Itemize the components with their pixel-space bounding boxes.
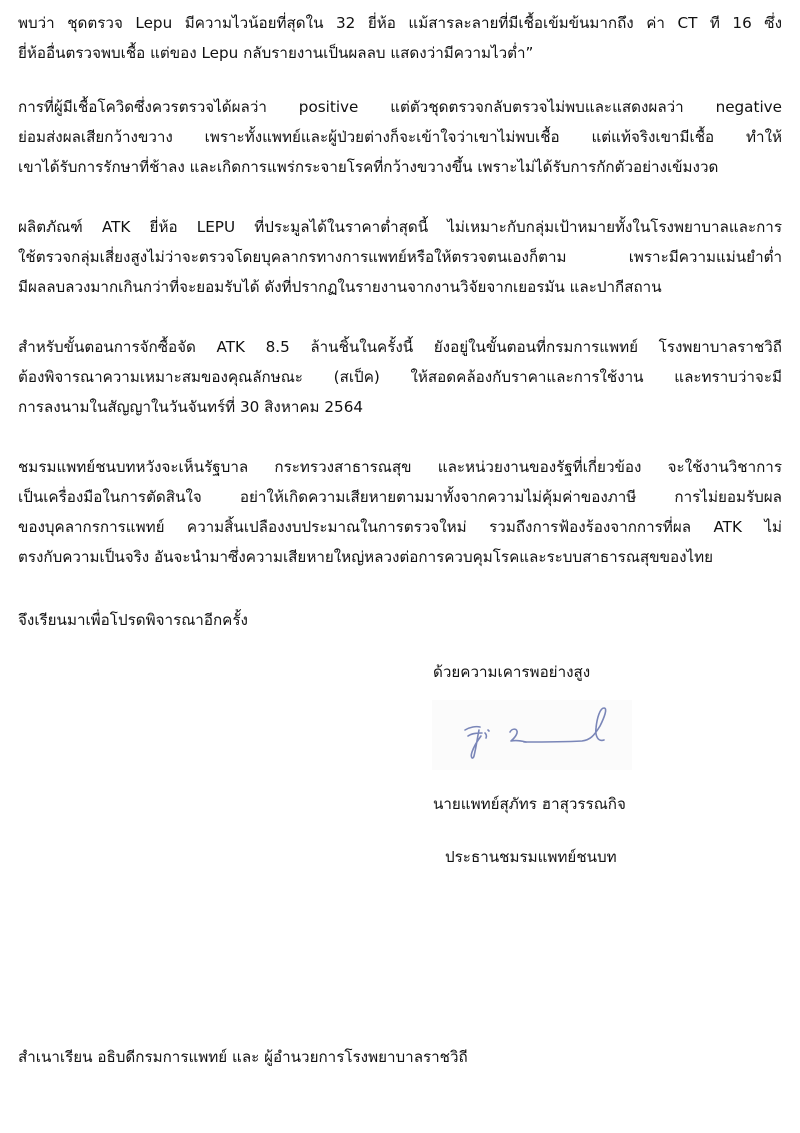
text-line: การลงนามในสัญญาในวันจันทร์ที่ 30 สิงหาคม 2564: [18, 398, 364, 416]
signer-name: นายแพทย์สุภัทร ฮาสุวรรณกิจ: [433, 795, 626, 813]
text-line: เขาได้รับการรักษาที่ช้าลง และเกิดการแพร่กระจายโรคที่กว้างขวางขึ้น เพราะไม่ได้รับการกักตัวอย่างเข้มงวด: [18, 158, 719, 176]
text-line: จึงเรียนมาเพื่อโปรดพิจารณาอีกครั้ง: [18, 611, 248, 629]
text-line: ยี่ห้ออื่นตรวจพบเชื้อ แต่ของ Lepu กลับรายงานเป็นผลลบ แสดงว่ามีความไวต่ำ”: [18, 44, 534, 62]
text-line: ของบุคลากรการแพทย์ ความสิ้นเปลืองงบประมาณในการตรวจใหม่ รวมถึงการฟ้องร้องจากการที่ผล ATK ไม่: [18, 518, 782, 536]
text-line: มีผลลบลวงมากเกินกว่าที่จะยอมรับได้ ดังที่ปรากฏในรายงานจากงานวิจัยจากเยอรมัน และปากีสถาน: [18, 278, 662, 296]
signature-icon: [432, 700, 632, 770]
paragraph-request-to-government: [18, 452, 782, 572]
text-line: ใช้ตรวจกลุ่มเสี่ยงสูงไม่ว่าจะตรวจโดยบุคลากรทางการแพทย์หรือให้ตรวจตนเองก็ตาม เพราะมีความแม่นยำต่ำ: [18, 248, 782, 266]
text-line: ย่อมส่งผลเสียกว้างขวาง เพราะทั้งแพทย์และผู้ป่วยต่างก็จะเข้าใจว่าเขาไม่พบเชื้อ แต่แท้จริงเขามีเชื้อ ทำให้: [18, 128, 782, 146]
text-line: พบว่า ชุดตรวจ Lepu มีความไวน้อยที่สุดใน 32 ยี่ห้อ แม้สารละลายที่มีเชื้อเข้มข้นมากถึง ค่า CT ที 16 ซึ่ง: [18, 14, 782, 32]
text-line: การที่ผู้มีเชื้อโควิดซึ่งควรตรวจได้ผลว่า positive แต่ตัวชุดตรวจกลับตรวจไม่พบและแสดงผลว่า negative: [18, 98, 782, 116]
closing-salutation: ด้วยความเคารพอย่างสูง: [433, 663, 591, 681]
paragraph-false-negative-impact: [18, 92, 782, 182]
paragraph-closing-request: [18, 605, 782, 635]
text-line: เป็นเครื่องมือในการตัดสินใจ อย่าให้เกิดความเสียหายตามมาทั้งจากความไม่คุ้มค่าของภาษี การไม่ยอมรับผล: [18, 488, 782, 506]
cc-line: สำเนาเรียน อธิบดีกรมการแพทย์ และ ผู้อำนวยการโรงพยาบาลราชวิถี: [18, 1048, 468, 1066]
text-line: ชมรมแพทย์ชนบทหวังจะเห็นรัฐบาล กระทรวงสาธารณสุข และหน่วยงานของรัฐที่เกี่ยวข้อง จะใช้งานวิชาการ: [18, 458, 782, 476]
signature-image: [432, 700, 632, 770]
signer-title: ประธานชมรมแพทย์ชนบท: [445, 848, 617, 866]
text-line: ผลิตภัณฑ์ ATK ยี่ห้อ LEPU ที่ประมูลได้ในราคาต่ำสุดนี้ ไม่เหมาะกับกลุ่มเป้าหมายทั้งในโรงพยาบาลและการ: [18, 218, 782, 236]
text-line: ต้องพิจารณาความเหมาะสมของคุณลักษณะ (สเป็ค) ให้สอดคล้องกับราคาและการใช้งาน และทราบว่าจะมี: [18, 368, 782, 386]
paragraph-lepu-sensitivity: [18, 8, 782, 68]
paragraph-procurement-status: [18, 332, 782, 422]
paragraph-product-unsuitable: [18, 212, 782, 302]
text-line: ตรงกับความเป็นจริง อันจะนำมาซึ่งความเสียหายใหญ่หลวงต่อการควบคุมโรคและระบบสาธารณสุขของไทย: [18, 548, 714, 566]
text-line: สำหรับขั้นตอนการจักซื้อจัด ATK 8.5 ล้านชิ้นในครั้งนี้ ยังอยู่ในขั้นตอนที่กรมการแพทย์ โรงพยาบาลราชวิถี: [18, 338, 782, 356]
